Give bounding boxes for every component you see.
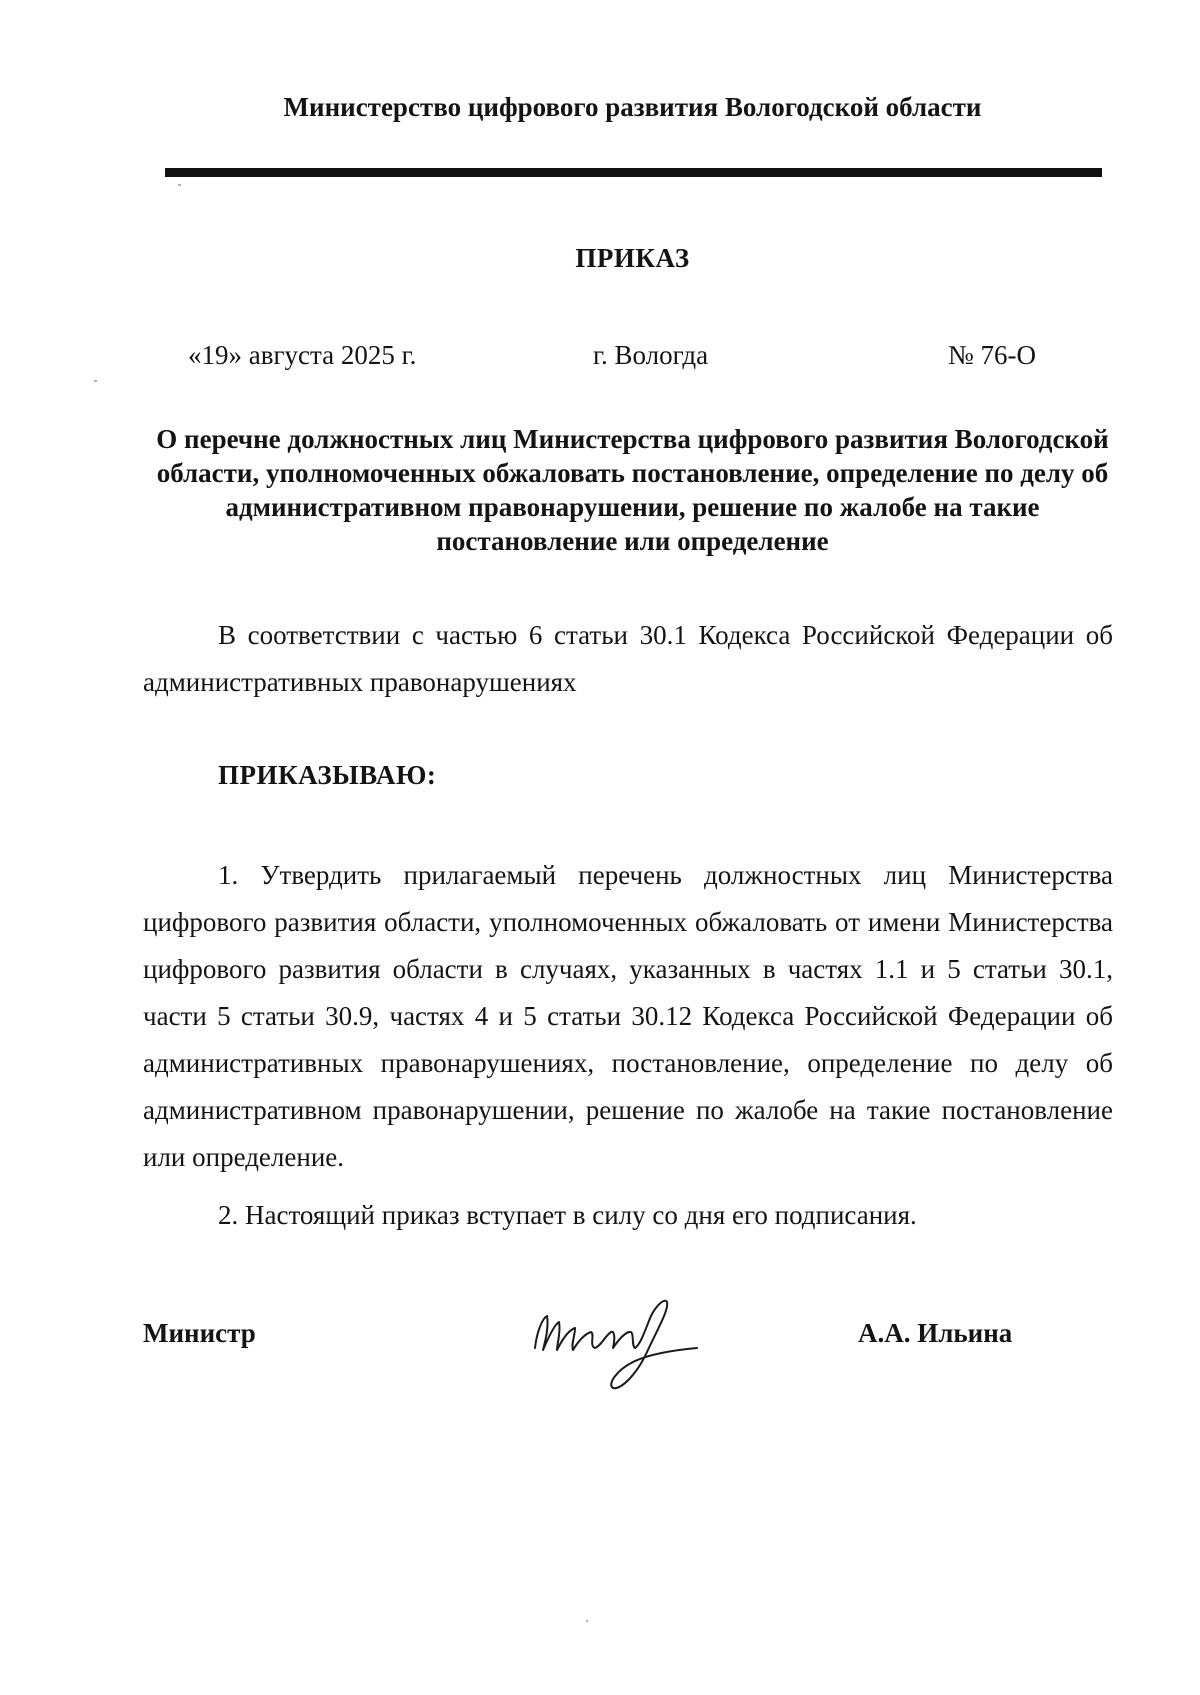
document-city: г. Вологда [593,340,709,370]
order-item-2: 2. Настоящий приказ вступает в силу со дня его подписания. [218,1200,917,1230]
document-number: № 76-О [948,340,1037,370]
scan-speck [94,380,97,382]
scan-speck [586,1620,588,1622]
document-subject: О перечне должностных лиц Министерства цифрового развития Вологодской области, уполномоченных обжаловать постановление, определение по делу об административном правонарушении, решение по жалобе на такие постановление или определение [156,424,1109,556]
preamble-paragraph: В соответствии с частью 6 статьи 30.1 Кодекса Российской Федерации об административных правонарушениях [143,620,1113,697]
order-heading: ПРИКАЗЫВАЮ: [218,760,437,790]
signatory-name: А.А. Ильина [858,1318,1013,1348]
document-date: «19» августа 2025 г. [188,340,417,370]
header-divider [165,168,1102,177]
document-type: ПРИКАЗ [575,243,690,273]
scan-speck [178,184,181,186]
ministry-name: Министерство цифрового развития Вологодской области [283,92,982,122]
order-item-1: 1. Утвердить прилагаемый перечень должностных лиц Министерства цифрового развития области, уполномоченных обжаловать от имени Министерства цифрового развития области в случаях, указанных в частях 1.1 и 5 статьи 30.1, части 5 статьи 30.9, частях 4 и 5 статьи 30.12 Кодекса Российской Федерации об административных правонарушениях, постановление, определение по делу об административном правонарушении, решение по жалобе на такие постановление или определение. [143,860,1113,1172]
signatory-position: Министр [143,1318,256,1348]
handwritten-signature-icon [525,1290,705,1400]
